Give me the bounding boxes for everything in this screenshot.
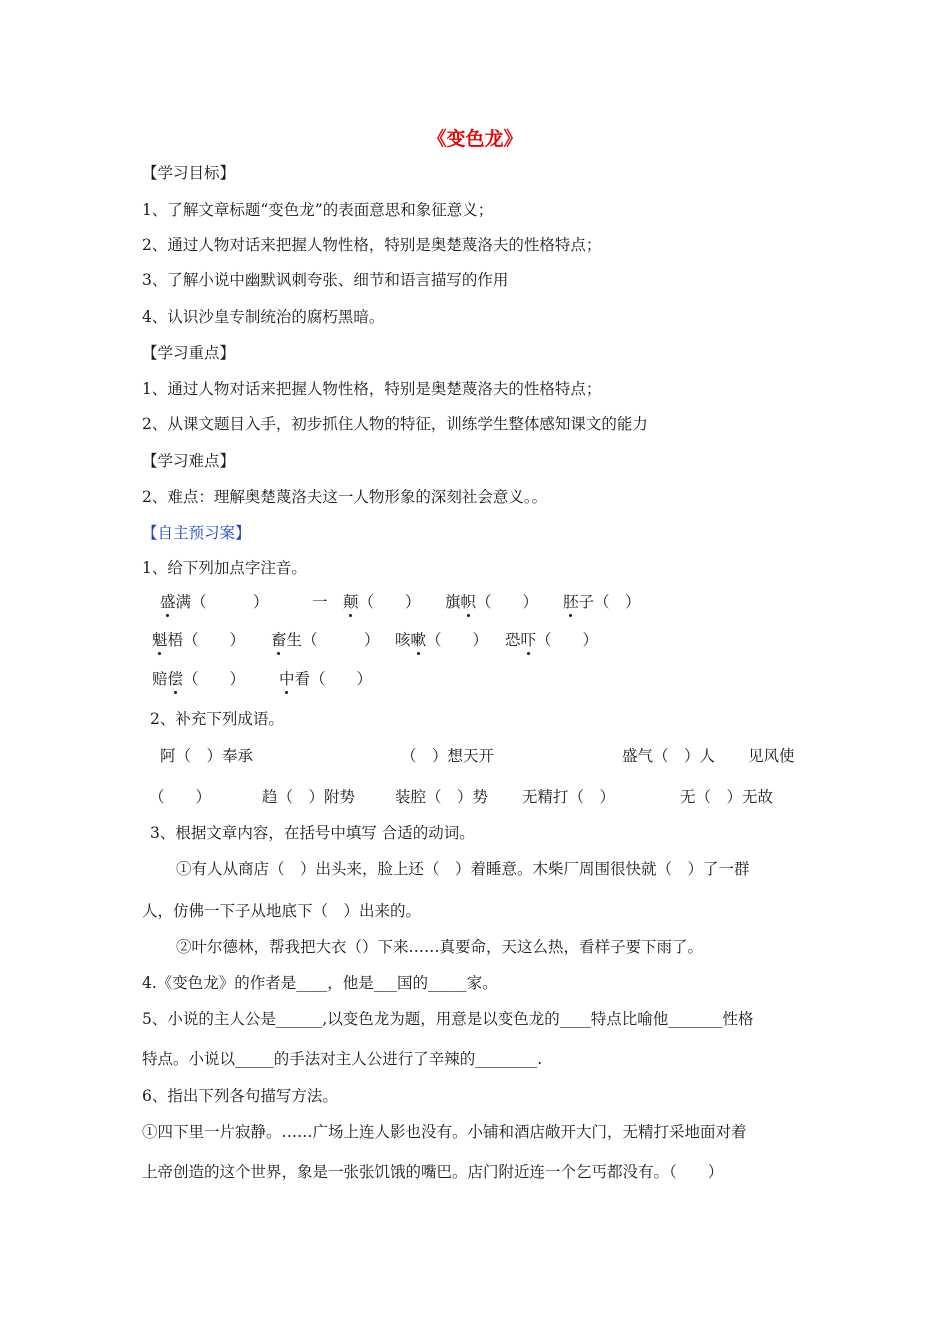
section-heading-preview: 【自主预习案】 [142, 524, 251, 542]
objective-item: 1、了解文章标题“变色龙”的表面意思和象征意义； [142, 201, 494, 219]
dotted-char: 盛 [160, 593, 176, 611]
pinyin-item: 畜生（ ） [271, 631, 380, 649]
question-3-sentence: 人，仿佛一下子从地底下（ ）出来的。 [142, 902, 422, 920]
question-3-sentence: ②叶尔德林，帮我把大衣（）下来……真要命，天这么热，看样子要下雨了。 [176, 938, 704, 956]
question-5-line: 5、小说的主人公是______,以变色龙为题，用意是以变色龙的____特点比喻他_______性格 [142, 1010, 754, 1028]
question-6-sentence: 上帝创造的这个世界，象是一张张饥饿的嘴巴。店门附近连一个乞丐都没有。（ ） [142, 1163, 724, 1181]
dotted-char: 中 [279, 670, 295, 688]
pinyin-item: 旗帜（ ） [445, 593, 539, 611]
document-title: 《变色龙》 [427, 128, 523, 150]
question-6-sentence: ①四下里一片寂静。……广场上连人影也没有。小铺和酒店敞开大门，无精打采地面对着 [142, 1123, 747, 1141]
objective-item: 3、了解小说中幽默讽刺夸张、细节和语言描写的作用 [142, 271, 509, 289]
question-2-label: 2、补充下列成语。 [150, 710, 284, 728]
idiom-item: 趋（ ）附势 [262, 788, 356, 806]
pinyin-item: 赔偿（ ） [152, 670, 246, 688]
dotted-char: 颠 [343, 593, 359, 611]
question-5-line: 特点。小说以_____的手法对主人公进行了辛辣的________. [142, 1050, 543, 1068]
pinyin-item: 中看（ ） [279, 670, 373, 688]
idiom-item: 盛气（ ）人 [622, 747, 716, 765]
key-point-item: 2、从课文题目入手，初步抓住人物的特征，训练学生整体感知课文的能力 [142, 415, 648, 433]
idiom-item: 无（ ）无故 [680, 788, 774, 806]
section-heading-difficulties: 【学习难点】 [142, 452, 236, 470]
idiom-item: 见风使 [748, 747, 795, 765]
dotted-char: 畜 [271, 631, 287, 649]
dotted-char: 帜 [460, 593, 477, 611]
question-6-label: 6、指出下列各句描写方法。 [142, 1087, 338, 1105]
pinyin-item: 盛满（ ） [160, 593, 269, 611]
pinyin-item: 一 颠（ ） [312, 593, 421, 611]
difficulty-item: 2、难点：理解奥楚蔑洛夫这一人物形象的深刻社会意义。。 [142, 488, 548, 506]
pinyin-item: 胚子（ ） [563, 593, 641, 611]
objective-item: 4、认识沙皇专制统治的腐朽黑暗。 [142, 308, 385, 326]
pinyin-item: 恐吓（ ） [505, 631, 599, 649]
question-3-label: 3、根据文章内容，在括号中填写 合适的动词。 [150, 824, 475, 842]
idiom-item: 装腔（ ）势 [395, 788, 489, 806]
idiom-item: 阿（ ）奉承 [160, 747, 254, 765]
key-point-item: 1、通过人物对话来把握人物性格，特别是奥楚蔑洛夫的性格特点； [142, 380, 602, 398]
question-4: 4.《变色龙》的作者是____，他是___国的_____家。 [142, 974, 498, 992]
dotted-char: 偿 [167, 670, 184, 688]
pinyin-item: 咳嗽（ ） [395, 631, 489, 649]
section-heading-objectives: 【学习目标】 [142, 164, 236, 182]
idiom-item: （ ）想天开 [401, 747, 495, 765]
question-3-sentence: ①有人从商店（ ）出头来，脸上还（ ）着睡意。木柴厂周围很快就（ ）了一群 [176, 860, 750, 878]
dotted-char: 魁 [152, 631, 168, 649]
idiom-item: （ ） [149, 788, 212, 806]
dotted-char: 吓 [520, 631, 537, 649]
dotted-char: 胚 [563, 593, 579, 611]
objective-item: 2、通过人物对话来把握人物性格，特别是奥楚蔑洛夫的性格特点； [142, 236, 602, 254]
idiom-item: 无精打（ ） [522, 788, 616, 806]
dotted-char: 嗽 [410, 631, 427, 649]
section-heading-key-points: 【学习重点】 [142, 344, 236, 362]
pinyin-item: 魁梧（ ） [152, 631, 246, 649]
question-1-label: 1、给下列加点字注音。 [142, 559, 307, 577]
